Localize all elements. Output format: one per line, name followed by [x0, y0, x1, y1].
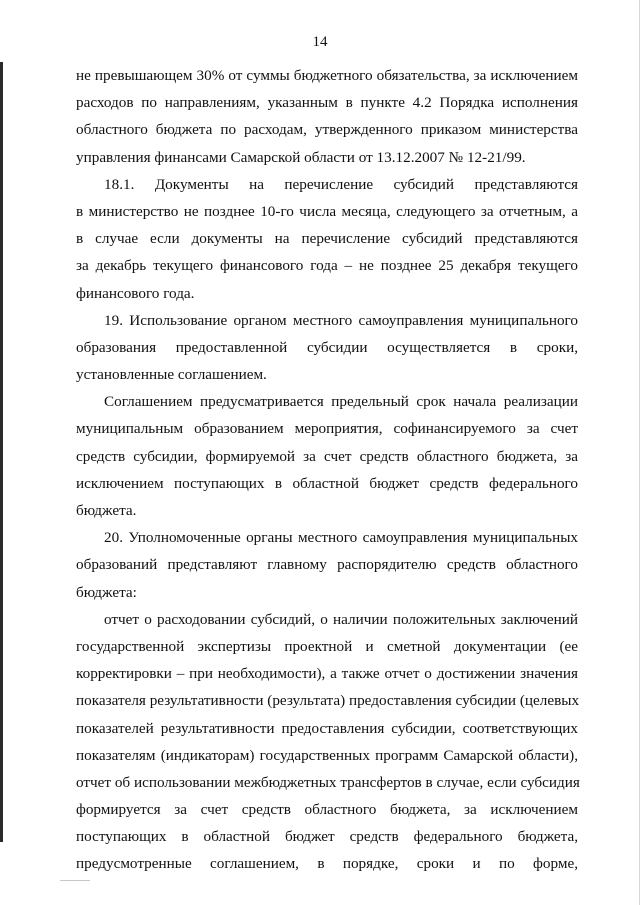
- text-line: корректировки – при необходимости), а также отчет о достижении значения: [76, 665, 578, 683]
- text-line: в министерство не позднее 10-го числа месяца, следующего за отчетным, а: [76, 202, 578, 220]
- paragraph-continuation: [76, 62, 578, 171]
- text-line: Соглашением предусматривается предельный срок начала реализации: [104, 393, 578, 411]
- page-number: 14: [312, 34, 328, 50]
- text-line: бюджета:: [76, 583, 137, 601]
- text-line: установленные соглашением.: [76, 366, 267, 384]
- paragraph-agreement: [76, 388, 578, 524]
- text-line: формируется за счет средств областного бюджета, за исключением: [76, 801, 578, 819]
- text-line: бюджета.: [76, 502, 137, 519]
- text-line: образований представляют главному распорядителю средств областного: [76, 556, 578, 574]
- text-line: за декабрь текущего финансового года – не позднее 25 декабря текущего: [76, 257, 578, 275]
- paragraph-report: [76, 606, 578, 878]
- text-line: областного бюджета по расходам, утвержденного приказом министерства: [76, 121, 578, 139]
- text-line: образования предоставленной субсидии осуществляется в сроки,: [76, 338, 578, 356]
- text-line: показателей результативности предоставления субсидии, соответствующих: [76, 719, 578, 737]
- text-line: предусмотренные соглашением, в порядке, сроки и по форме,: [76, 855, 578, 873]
- text-line: расходов по направлениям, указанным в пункте 4.2 Порядка исполнения: [76, 94, 578, 112]
- paragraph-20: [76, 524, 578, 606]
- text-line: 18.1. Документы на перечисление субсидий представляются: [104, 175, 578, 193]
- text-line: управления финансами Самарской области от 13.12.2007 № 12-21/99.: [76, 148, 526, 166]
- document-body: [76, 62, 578, 878]
- text-line: в случае если документы на перечисление субсидий представляются: [76, 230, 578, 248]
- text-line: 20. Уполномоченные органы местного самоуправления муниципальных: [104, 529, 578, 547]
- text-line: показателя результативности (результата) предоставления субсидии (целевых: [76, 692, 580, 710]
- text-line: не превышающем 30% от суммы бюджетного обязательства, за исключением: [76, 67, 578, 84]
- text-line: средств субсидии, формируемой за счет средств областного бюджета, за: [76, 447, 578, 465]
- text-line: финансового года.: [76, 284, 195, 302]
- paragraph-19: [76, 307, 578, 389]
- text-line: государственной экспертизы проектной и сметной документации (ее: [76, 637, 578, 655]
- text-line: показателям (индикаторам) государственных программ Самарской области),: [76, 746, 578, 764]
- scan-edge-left: [0, 62, 3, 842]
- scan-artifact: [60, 880, 90, 881]
- paragraph-18-1: [76, 171, 578, 307]
- text-line: 19. Использование органом местного самоуправления муниципального: [104, 311, 578, 329]
- text-line: поступающих в областной бюджет средств федерального бюджета,: [76, 828, 578, 846]
- text-line: отчет о расходовании субсидий, о наличии положительных заключений: [104, 610, 578, 628]
- text-line: муниципальным образованием мероприятия, софинансируемого за счет: [76, 420, 578, 438]
- text-line: отчет об использовании межбюджетных трансфертов в случае, если субсидия: [76, 773, 580, 791]
- text-line: исключением поступающих в областной бюджет средств федерального: [76, 474, 578, 492]
